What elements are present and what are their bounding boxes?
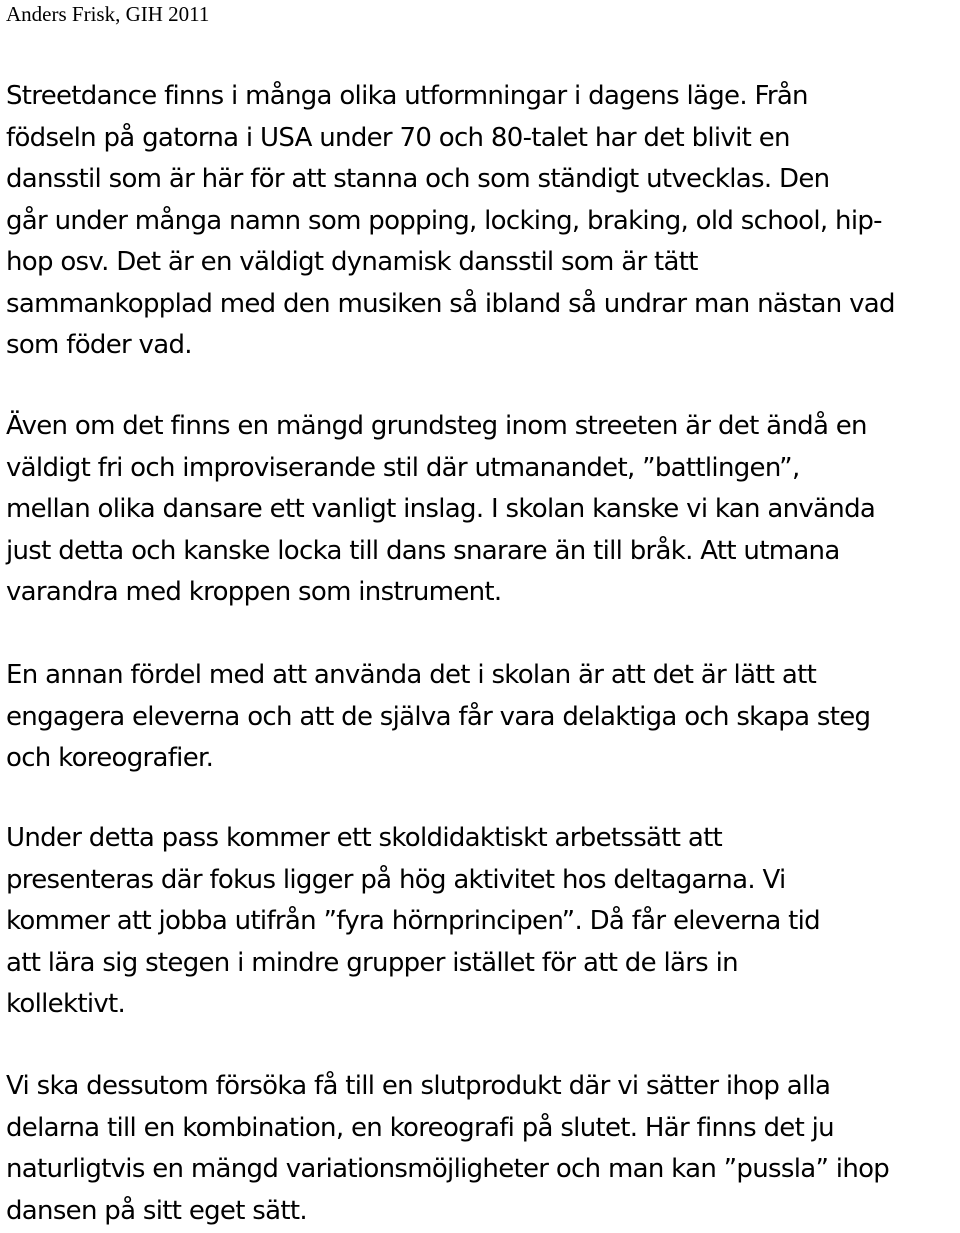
paragraph-origins [6, 76, 895, 367]
text-line: mellan olika dansare ett vanligt inslag. I skolan kanske vi kan använda [6, 494, 876, 524]
text-line: Streetdance finns i många olika utformningar i dagens läge. Från [6, 81, 808, 111]
paragraph-final-product [6, 1066, 889, 1232]
text-line: dansen på sitt eget sätt. [6, 1195, 307, 1226]
text-line: Även om det finns en mängd grundsteg inom streeten är det ändå en [6, 411, 867, 441]
text-line: Under detta pass kommer ett skoldidaktiskt arbetssätt att [6, 823, 723, 853]
paragraph-school-benefit [6, 655, 870, 780]
text-line: kollektivt. [6, 989, 126, 1019]
text-line: Vi ska dessutom försöka få till en slutprodukt där vi sätter ihop alla [6, 1071, 831, 1101]
text-line: väldigt fri och improviserande stil där utmanandet, ”battlingen”, [6, 452, 800, 483]
text-line: varandra med kroppen som instrument. [6, 577, 502, 607]
text-line: delarna till en kombination, en koreografi på slutet. Här finns det ju [6, 1112, 834, 1143]
text-line: naturligtvis en mängd variationsmöjligheter och man kan ”pussla” ihop [6, 1154, 890, 1184]
text-line: sammankopplad med den musiken så ibland så undrar man nästan vad [6, 288, 895, 319]
text-line: presenteras där fokus ligger på hög aktivitet hos deltagarna. Vi [6, 864, 786, 895]
paragraph-method [6, 818, 820, 1026]
text-line: födseln på gatorna i USA under 70 och 80-talet har det blivit en [6, 122, 790, 153]
paragraph-improvisation [6, 406, 875, 614]
text-line: dansstil som är här för att stanna och som ständigt utvecklas. Den [6, 164, 830, 194]
text-line: kommer att jobba utifrån ”fyra hörnprincipen”. Då får eleverna tid [6, 906, 820, 936]
text-line: som föder vad. [6, 330, 192, 360]
text-line: går under många namn som popping, locking, braking, old school, hip- [6, 205, 882, 236]
text-line: att lära sig stegen i mindre grupper istället för att de lärs in [6, 947, 738, 978]
text-line: just detta och kanske locka till dans snarare än till bråk. Att utmana [6, 535, 840, 566]
text-line: engagera eleverna och att de själva får vara delaktiga och skapa steg [6, 701, 871, 732]
text-line: En annan fördel med att använda det i skolan är att det är lätt att [6, 660, 817, 690]
text-line: och koreografier. [6, 743, 214, 773]
page-header: Anders Frisk, GIH 2011 [6, 2, 210, 26]
text-line: hop osv. Det är en väldigt dynamisk dansstil som är tätt [6, 247, 698, 277]
